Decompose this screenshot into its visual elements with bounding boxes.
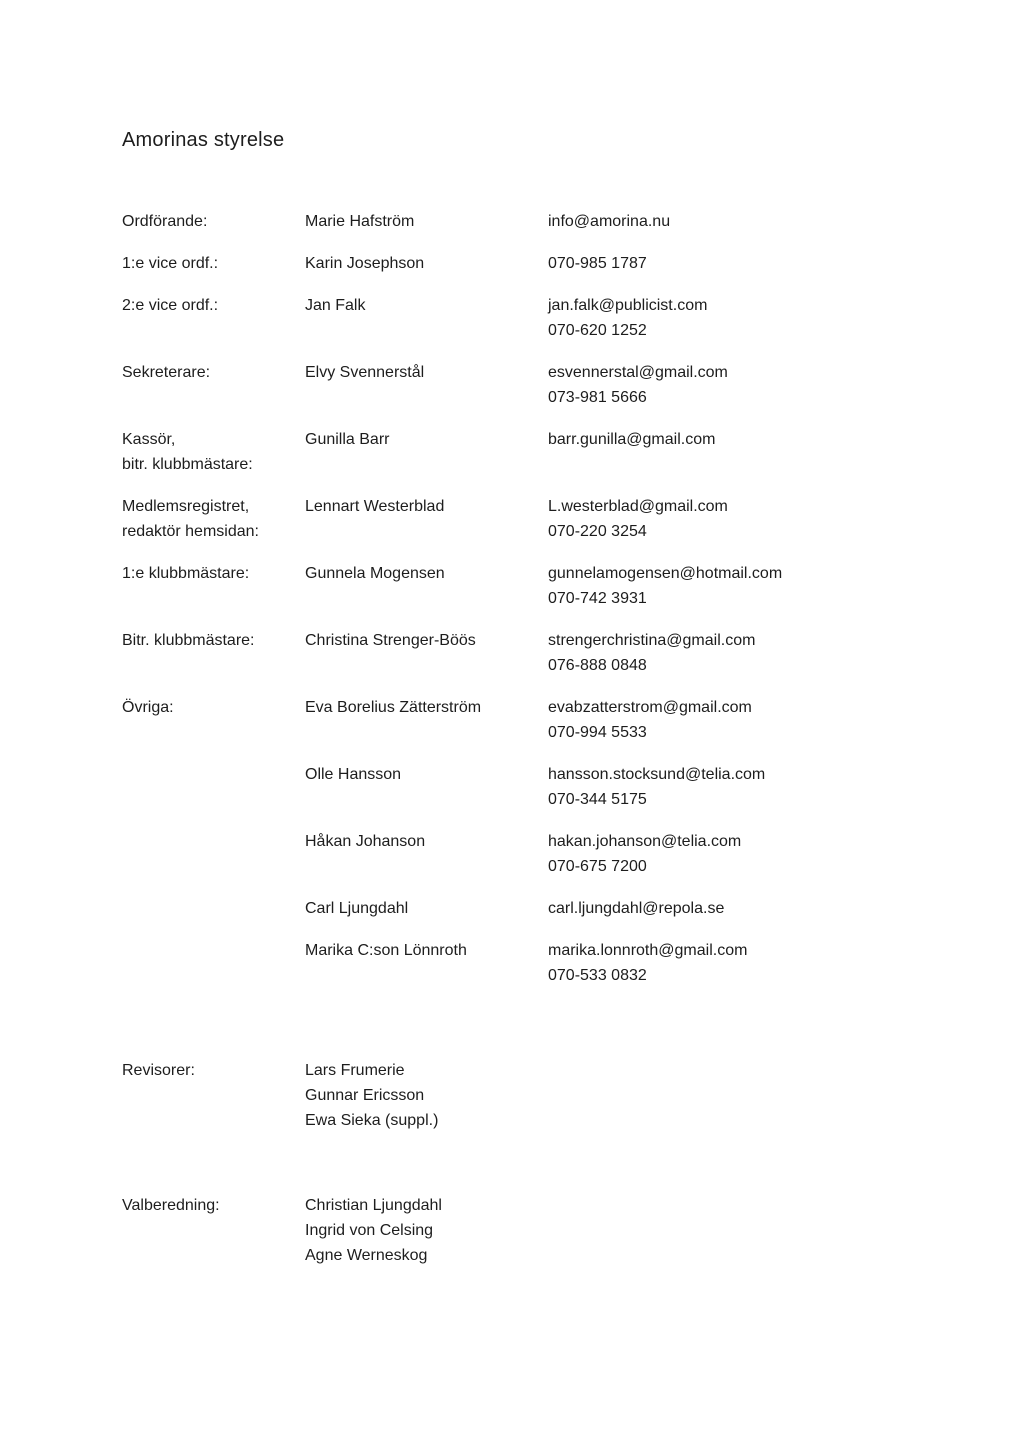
name-cell: [305, 209, 548, 234]
role-line: Medlemsregistret,: [122, 498, 250, 515]
contact-line: evabzatterstrom@gmail.com: [548, 699, 752, 716]
contact-cell: [548, 427, 984, 452]
contact-line: esvennerstal@gmail.com: [548, 364, 728, 381]
contact-line: 070-675 7200: [548, 858, 647, 875]
contact-cell: [548, 209, 984, 234]
contact-cell: [548, 829, 984, 879]
name-line: Karin Josephson: [305, 255, 425, 272]
name-cell: [305, 1058, 548, 1133]
name-line: Lars Frumerie: [305, 1062, 405, 1079]
contact-cell: [548, 293, 984, 343]
name-line: Carl Ljungdahl: [305, 900, 409, 917]
contact-line: hansson.stocksund@telia.com: [548, 766, 766, 783]
name-cell: [305, 829, 548, 854]
role-cell: [122, 628, 305, 653]
role-cell: [122, 427, 305, 477]
name-line: Christina Strenger-Böös: [305, 632, 476, 649]
contact-cell: [548, 695, 984, 745]
name-line: Marika C:son Lönnroth: [305, 942, 467, 959]
contact-line: 070-985 1787: [548, 255, 647, 272]
name-cell: [305, 251, 548, 276]
board-row-revisorer: [122, 1058, 984, 1133]
board-row-kassor: [122, 427, 984, 477]
name-line: Lennart Westerblad: [305, 498, 445, 515]
name-cell: [305, 1193, 548, 1268]
role-line: Bitr. klubbmästare:: [122, 632, 255, 649]
role-line: 2:e vice ordf.:: [122, 297, 219, 314]
name-cell: [305, 628, 548, 653]
contact-line: L.westerblad@gmail.com: [548, 498, 728, 515]
role-line: Kassör,: [122, 431, 176, 448]
name-line: Gunnar Ericsson: [305, 1087, 425, 1104]
name-line: Ewa Sieka (suppl.): [305, 1112, 439, 1129]
board-row-bitr-klubbmastare: [122, 628, 984, 678]
contact-line: jan.falk@publicist.com: [548, 297, 708, 314]
contact-line: marika.lonnroth@gmail.com: [548, 942, 748, 959]
role-cell: [122, 561, 305, 586]
role-cell: [122, 1058, 305, 1083]
name-cell: [305, 896, 548, 921]
board-row-ovriga-4: [122, 896, 984, 921]
name-cell: [305, 360, 548, 385]
contact-cell: [548, 938, 984, 988]
contact-line: gunnelamogensen@hotmail.com: [548, 565, 783, 582]
role-cell: [122, 1193, 305, 1218]
contact-cell: [548, 896, 984, 921]
role-line: bitr. klubbmästare:: [122, 456, 253, 473]
contact-line: 073-981 5666: [548, 389, 647, 406]
contact-line: 076-888 0848: [548, 657, 647, 674]
contact-line: 070-220 3254: [548, 523, 647, 540]
name-line: Ingrid von Celsing: [305, 1222, 434, 1239]
role-line: Revisorer:: [122, 1062, 195, 1079]
contact-cell: [548, 628, 984, 678]
contact-line: 070-620 1252: [548, 322, 647, 339]
role-line: 1:e vice ordf.:: [122, 255, 219, 272]
contact-line: 070-344 5175: [548, 791, 647, 808]
contact-cell: [548, 251, 984, 276]
name-line: Agne Werneskog: [305, 1247, 428, 1264]
board-row-1e-vice-ordf: [122, 251, 984, 276]
name-line: Eva Borelius Zätterström: [305, 699, 482, 716]
contact-line: hakan.johanson@telia.com: [548, 833, 742, 850]
name-line: Håkan Johanson: [305, 833, 426, 850]
board-row-valberedning: [122, 1193, 984, 1268]
role-line: Valberedning:: [122, 1197, 220, 1214]
name-cell: [305, 762, 548, 787]
contact-line: barr.gunilla@gmail.com: [548, 431, 716, 448]
name-cell: [305, 695, 548, 720]
role-line: Ordförande:: [122, 213, 208, 230]
board-row-medlemsregistret: [122, 494, 984, 544]
board-row-ovriga-2: [122, 762, 984, 812]
board-row-ovriga-1: [122, 695, 984, 745]
board-list: [122, 209, 984, 1268]
contact-cell: [548, 762, 984, 812]
role-cell: [122, 360, 305, 385]
role-cell: [122, 695, 305, 720]
contact-line: strengerchristina@gmail.com: [548, 632, 756, 649]
contact-line: info@amorina.nu: [548, 213, 671, 230]
contact-line: 070-533 0832: [548, 967, 647, 984]
role-cell: [122, 494, 305, 544]
page-title: Amorinas styrelse: [122, 129, 285, 151]
role-line: 1:e klubbmästare:: [122, 565, 250, 582]
role-line: Övriga:: [122, 699, 174, 716]
contact-cell: [548, 360, 984, 410]
role-line: Sekreterare:: [122, 364, 211, 381]
role-line: redaktör hemsidan:: [122, 523, 259, 540]
name-cell: [305, 561, 548, 586]
name-line: Marie Hafström: [305, 213, 415, 230]
name-line: Olle Hansson: [305, 766, 402, 783]
contact-line: 070-742 3931: [548, 590, 647, 607]
name-line: Gunilla Barr: [305, 431, 390, 448]
board-row-1e-klubbmastare: [122, 561, 984, 611]
contact-cell: [548, 561, 984, 611]
board-row-ovriga-5: [122, 938, 984, 988]
board-row-2e-vice-ordf: [122, 293, 984, 343]
board-row-ordforande: [122, 209, 984, 234]
contact-line: 070-994 5533: [548, 724, 647, 741]
role-cell: [122, 293, 305, 318]
board-row-ovriga-3: [122, 829, 984, 879]
name-line: Christian Ljungdahl: [305, 1197, 442, 1214]
contact-cell: [548, 494, 984, 544]
name-line: Elvy Svennerstål: [305, 364, 425, 381]
name-line: Gunnela Mogensen: [305, 565, 445, 582]
role-cell: [122, 209, 305, 234]
name-cell: [305, 938, 548, 963]
name-line: Jan Falk: [305, 297, 366, 314]
name-cell: [305, 427, 548, 452]
contact-line: carl.ljungdahl@repola.se: [548, 900, 725, 917]
role-cell: [122, 251, 305, 276]
board-row-sekreterare: [122, 360, 984, 410]
name-cell: [305, 494, 548, 519]
name-cell: [305, 293, 548, 318]
